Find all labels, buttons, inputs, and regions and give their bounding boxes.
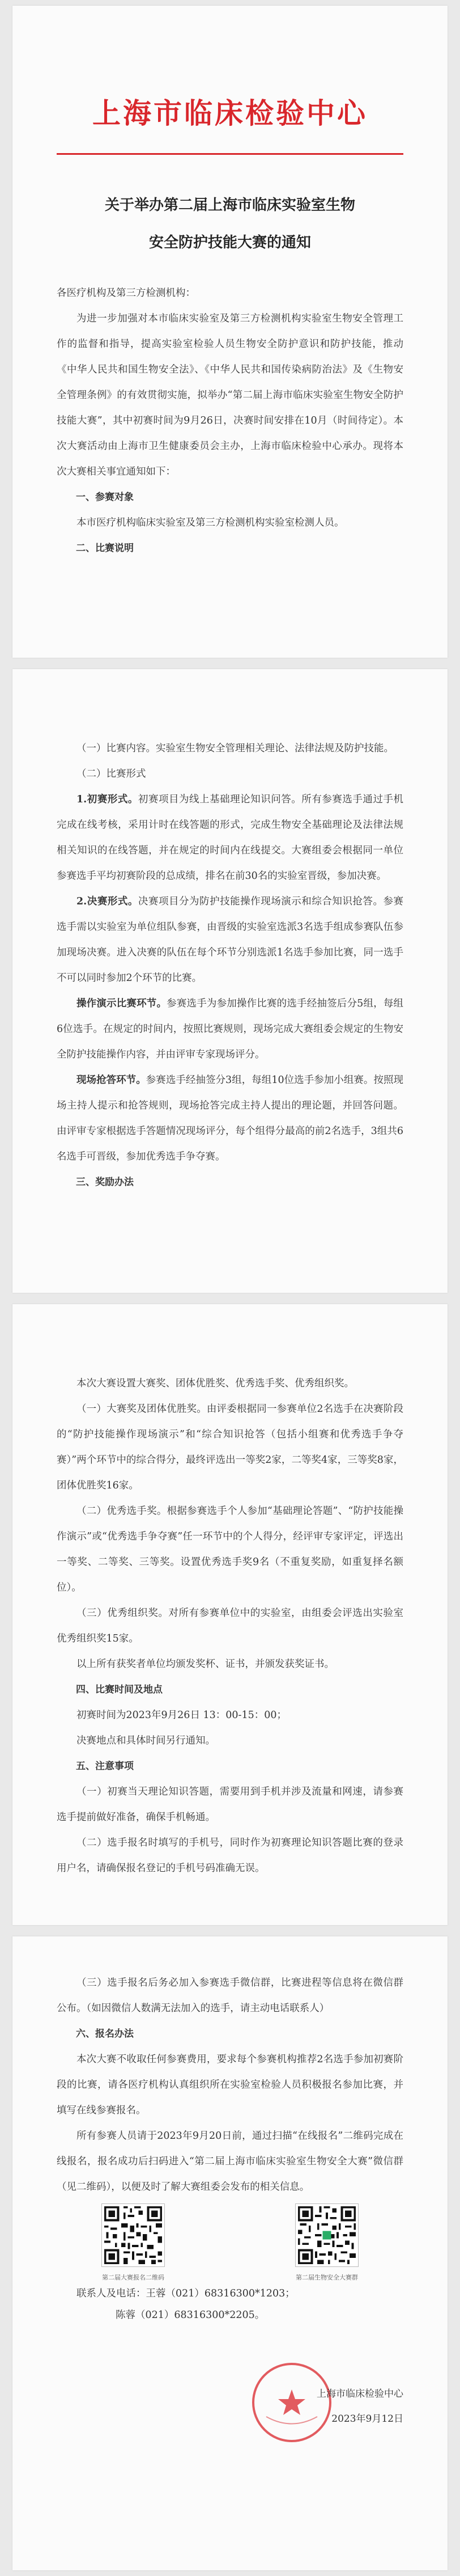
- demo-round-body: 参赛选手为参加操作比赛的选手经抽签后分5组，每组6位选手。在规定的时间内，按照比赛规则，现场完成大赛组委会规定的生物安全防护技能操作内容，并由评审专家现场评分。: [57, 998, 403, 1060]
- signature-area: [57, 2366, 403, 2456]
- registration-paragraph-2: 所有参赛人员请于2023年9月20日前，通过扫描“在线报名”二维码完成在线报名，报名成功后扫码进入“第二届上海市临床实验室生物安全大赛”微信群（见二维码），以便及时了解大赛组委会发布的相关信息。: [57, 2130, 403, 2193]
- section-1-body: 本市医疗机构临床实验室及第三方检测机构实验室检测人员。: [76, 517, 344, 528]
- note-3: （三）选手报名后务必加入参赛选手微信群，比赛进程等信息将在微信群公布。（如因微信人数满无法加入的选手，请主动电话联系人）: [57, 1977, 403, 2014]
- contact-block: [57, 2283, 403, 2326]
- competition-content-paragraph: （一）比赛内容。实验室生物安全管理相关理论、法律法规及防护技能。: [76, 743, 394, 754]
- quiz-round-paragraph: [57, 1068, 403, 1170]
- section-3-heading: 三、奖励办法: [76, 1177, 134, 1188]
- registration-qr-caption: 第二届大赛报名二维码: [102, 2274, 164, 2281]
- note-1: （一）初赛当天理论知识答题，需要用到手机并涉及流量和网速，请参赛选手提前做好准备，确保手机畅通。: [57, 1786, 403, 1823]
- registration-paragraph-1: 本次大赛不收取任何参赛费用，要求每个参赛机构推荐2名选手参加初赛阶段的比赛，请各医疗机构认真组织所在实验室检验人员积极报名参加比赛，并填写在线参赛报名。: [57, 2054, 403, 2116]
- document-page-3: [12, 1304, 448, 1925]
- section-5-heading: 五、注意事项: [76, 1761, 134, 1772]
- letterhead-red-rule: [57, 153, 403, 155]
- section-2-heading: 二、比赛说明: [76, 543, 134, 554]
- intro-paragraph: 为进一步加强对本市临床实验室及第三方检测机构实验室生物安全管理工作的监督和指导，提高实验室检验人员生物安全防护意识和防护技能，推动《中华人民共和国生物安全法》、《中华人民共和国传染病防治法》及《生物安全管理条例》的有效贯彻实施，拟举办“第二届上海市临床实验室生物安全防护技能大赛”，其中初赛时间为9月26日，决赛时间安排在10月（时间待定）。本次大赛活动由上海市卫生健康委员会主办，上海市临床检验中心承办。现将本次大赛相关事宜通知如下：: [57, 313, 403, 477]
- document-page-2: [12, 669, 448, 1293]
- section-1-heading: 一、参赛对象: [76, 492, 134, 503]
- final-form-paragraph: [57, 889, 403, 991]
- final-form-body: 决赛项目分为防护技能操作现场演示和综合知识抢答。参赛选手需以实验室为单位组队参赛，由晋级的实验室选派3名选手组成参赛队伍参加现场决赛。进入决赛的队伍在每个环节分别选派1名选手参加比赛，同一选手不可以同时参加2个环节的比赛。: [57, 896, 403, 984]
- individual-award-paragraph: （二）优秀选手奖。根据参赛选手个人参加“基础理论答题”、“防护技能操作演示”或“优秀选手争夺赛”任一环节中的个人得分，经评审专家评定，评选出一等奖、二等奖、三等奖。设置优秀选手奖9名（不重复奖励，如重复择名额位）。: [57, 1505, 403, 1593]
- notice-title-line-1: 关于举办第二届上海市临床实验室生物: [104, 197, 355, 214]
- demo-round-paragraph: [57, 991, 403, 1068]
- registration-qr-code-icon[interactable]: [101, 2203, 165, 2267]
- registration-qr-block: [68, 2203, 198, 2283]
- wechat-group-qr-block: [262, 2203, 392, 2283]
- team-award-paragraph: （一）大赛奖及团体优胜奖。由评委根据同一参赛单位2名选手在决赛阶段的“防护技能操作现场演示”和“综合知识抢答（包括小组赛和优秀选手争夺赛）”两个环节中的综合得分，最终评选出一等奖2家，二等奖4家，三等奖8家，团体优胜奖16家。: [57, 1403, 403, 1491]
- salutation: 各医疗机构及第三方检测机构：: [57, 287, 195, 299]
- contact-person-2: 陈蓉（021）68316300*2205。: [116, 2309, 265, 2321]
- final-form-label: 2.决赛形式。: [76, 896, 138, 907]
- wechat-group-qr-caption: 第二届生物安全大赛群: [296, 2274, 358, 2281]
- prelim-form-body: 初赛项目为线上基础理论知识问答。所有参赛选手通过手机完成在线考核，采用计时在线答题的形式，完成生物安全基础理论及法律法规相关知识的在线答题，并在规定的时间内在线提交。大赛组委会根据同一单位参赛选手平均初赛阶段的总成绩，排名在前30名的实验室晋级，参加决赛。: [57, 794, 403, 882]
- document-page-1: [12, 6, 448, 658]
- wechat-group-qr-code-icon[interactable]: [295, 2203, 359, 2267]
- prelim-time: 初赛时间为2023年9月26日 13：00-15：00；: [76, 1710, 287, 1721]
- signature-date: 2023年9月12日: [331, 2413, 403, 2425]
- notice-title-line-2: 安全防护技能大赛的通知: [148, 234, 311, 251]
- contact-label: 联系人及电话：: [76, 2288, 146, 2299]
- competition-form-heading: （二）比赛形式: [76, 768, 146, 780]
- section-4-heading: 四、比赛时间及地点: [76, 1684, 163, 1695]
- contact-line-1: [57, 2283, 403, 2304]
- demo-round-label: 操作演示比赛环节。: [76, 998, 167, 1009]
- section-6-heading: 六、报名办法: [76, 2028, 134, 2040]
- quiz-round-body: 参赛选手经抽签分3组，每组10位选手参加小组赛。按照现场主持人提示和抢答规则，现场抢答完成主持人提出的理论题，并回答问题。由评审专家根据选手答题情况现场评分，每个组得分最高的前2名选手，3组共6名选手可晋级，参加优秀选手争夺赛。: [57, 1075, 404, 1162]
- document-page-4: [12, 1936, 448, 2570]
- awards-intro: 本次大赛设置大赛奖、团体优胜奖、优秀选手奖、优秀组织奖。: [76, 1378, 354, 1389]
- org-award-paragraph: （三）优秀组织奖。对所有参赛单位中的实验室，由组委会评选出实验室优秀组织奖15家。: [57, 1608, 403, 1644]
- quiz-round-label: 现场抢答环节。: [76, 1075, 146, 1086]
- org-letterhead-title: 上海市临床检验中心: [92, 97, 368, 130]
- contact-person-1: 王蓉（021）68316300*1203；: [146, 2288, 295, 2299]
- signature-org: 上海市临床检验中心: [317, 2388, 403, 2400]
- qr-code-row: [57, 2200, 403, 2283]
- prelim-form-label: 1.初赛形式。: [76, 794, 138, 805]
- note-2: （二）选手报名时填写的手机号，同时作为初赛理论知识答题比赛的登录用户名，请确保报名登记的手机号码准确无误。: [57, 1837, 403, 1874]
- final-time: 决赛地点和具体时间另行通知。: [76, 1735, 215, 1746]
- certificate-paragraph: 以上所有获奖者单位均颁发奖杯、证书，并颁发获奖证书。: [76, 1659, 334, 1670]
- notice-title: [57, 187, 403, 261]
- prelim-form-paragraph: [57, 787, 403, 889]
